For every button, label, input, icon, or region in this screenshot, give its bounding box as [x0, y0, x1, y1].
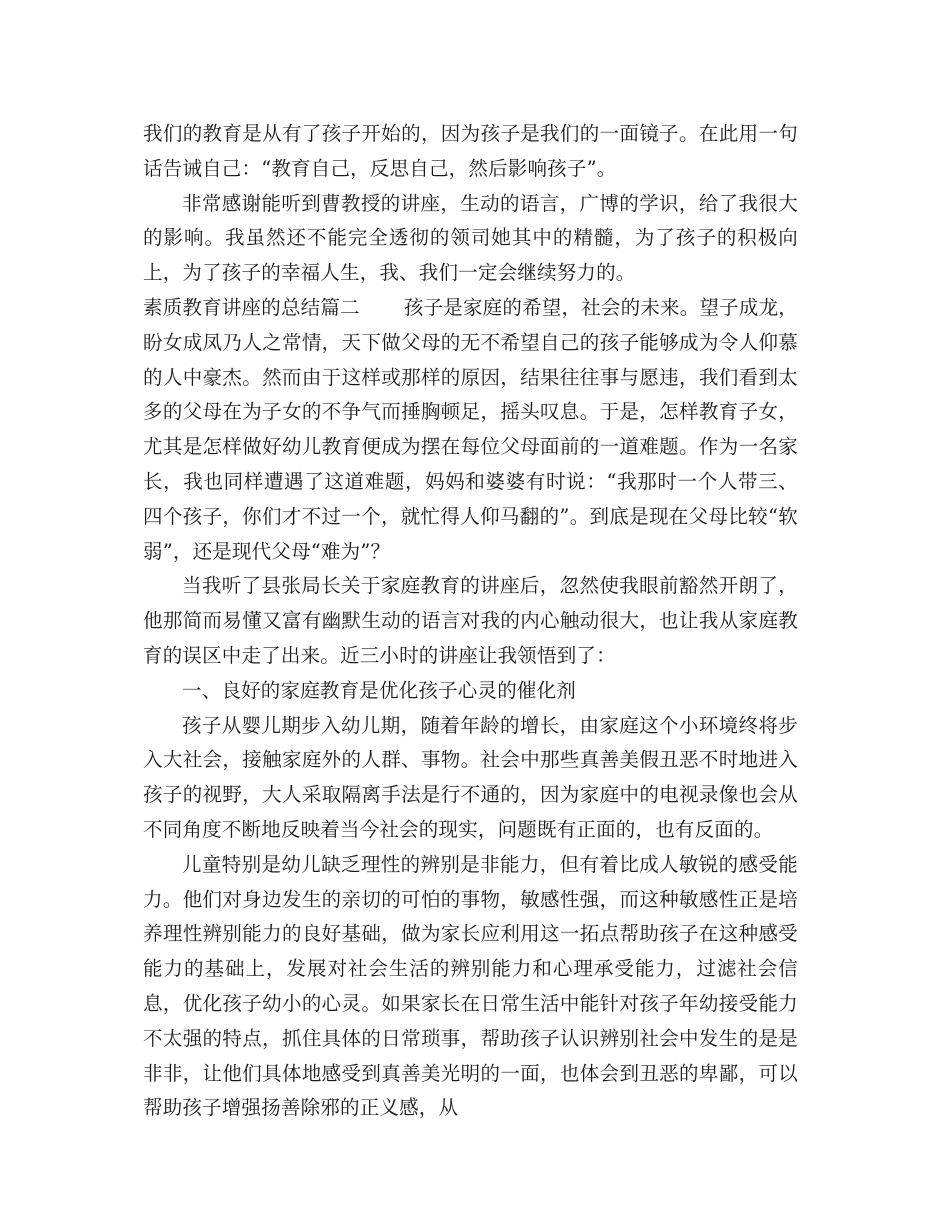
paragraph-with-heading [143, 291, 798, 569]
paragraph: 非常感谢能听到曹教授的讲座，生动的语言，广博的学识，给了我很大的影响。我虽然还不能完全透彻的领司她其中的精髓，为了孩子的积极向上，为了孩子的幸福人生，我、我们一定会继续努力的。 [143, 191, 798, 285]
paragraph: 孩子从婴儿期步入幼儿期，随着年龄的增长，由家庭这个小环境终将步入大社会，接触家庭外的人群、事物。社会中那些真善美假丑恶不时地进入孩子的视野，大人采取隔离手法是行不通的，因为家庭中的电视录像也会从不同角度不断地反映着当今社会的现实，问题既有正面的，也有反面的。 [143, 713, 798, 841]
paragraph: 儿童特别是幼儿缺乏理性的辨别是非能力，但有着比成人敏锐的感受能力。他们对身边发生的亲切的可怕的事物，敏感性强，而这种敏感性正是培养理性辨别能力的良好基础，做为家长应利用这一拓点帮助孩子在这种感受能力的基础上，发展对社会生活的辨别能力和心理承受能力，过滤社会信息，优化孩子幼小的心灵。如果家长在日常生活中能针对孩子年幼接受能力不太强的特点，抓住具体的日常琐事，帮助孩子认识辨别社会中发生的是是非非，让他们具体地感受到真善美光明的一面，也体会到丑恶的卑鄙，可以帮助孩子增强扬善除邪的正义感，从 [143, 852, 798, 1120]
paragraph-text: 孩子是家庭的希望，社会的未来。望子成龙，盼女成凤乃人之常情，天下做父母的无不希望自己的孩子能够成为令人仰慕的人中豪杰。然而由于这样或那样的原因，结果往往事与愿违，我们看到太多的父母在为子女的不争气而捶胸顿足，摇头叹息。于是，怎样教育子女，尤其是怎样做好幼儿教育便成为摆在每位父母面前的一道难题。作为一名家长，我也同样遭遇了这道难题，妈妈和婆婆有时说：“我那时一个人带三、四个孩子，你们才不过一个，就忙得人仰马翻的”。到底是现在父母比较“软弱”，还是现代父母“难为”？ [143, 295, 798, 563]
paragraph: 当我听了县张局长关于家庭教育的讲座后，忽然使我眼前豁然开朗了，他那简而易懂又富有幽默生动的语言对我的内心触动很大，也让我从家庭教育的误区中走了出来。近三小时的讲座让我领悟到了： [143, 574, 798, 667]
subsection-heading: 一、良好的家庭教育是优化孩子心灵的催化剂 [182, 678, 577, 702]
paragraph: 我们的教育是从有了孩子开始的，因为孩子是我们的一面镜子。在此用一句话告诫自己：“教育自己，反思自己，然后影响孩子”。 [143, 122, 798, 180]
section-heading: 素质教育讲座的总结篇二 [143, 295, 360, 319]
document-body [143, 117, 798, 1126]
